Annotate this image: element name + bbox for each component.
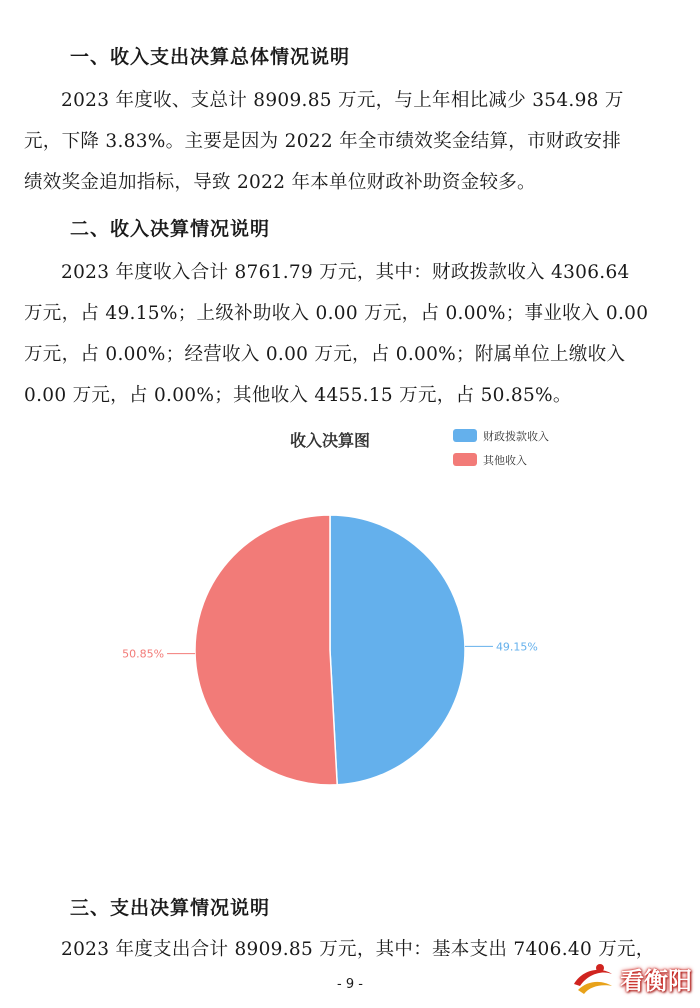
chart-legend — [453, 429, 549, 467]
page-number: - 9 - — [337, 977, 363, 992]
paragraph-line: 元，下降 3.83%。主要是因为 2022 年全市绩效奖金结算，市财政安排 — [24, 131, 622, 152]
pie-slice-fiscal-appropriation — [330, 515, 465, 785]
legend-swatch — [453, 453, 477, 466]
paragraph-line: 万元，占 49.15%；上级补助收入 0.00 万元，占 0.00%；事业收入 0.00 — [24, 303, 649, 324]
legend-label: 其他收入 — [483, 454, 527, 467]
section-1-heading: 一、收入支出决算总体情况说明 — [70, 46, 351, 68]
income-pie-chart — [0, 415, 700, 835]
section-1-body — [24, 80, 674, 203]
section-2-body — [24, 252, 674, 416]
pie-data-label: 49.15% — [495, 640, 538, 654]
paragraph-line: 2023 年度收入合计 8761.79 万元，其中：财政拨款收入 4306.64 — [61, 262, 630, 283]
watermark — [570, 960, 692, 996]
paragraph-line: 万元，占 0.00%；经营收入 0.00 万元，占 0.00%；附属单位上缴收入 — [24, 344, 626, 365]
legend-label: 财政拨款收入 — [483, 430, 549, 443]
pie-data-label: 50.85% — [122, 647, 165, 661]
chart-title: 收入决算图 — [289, 431, 371, 450]
legend-swatch — [453, 429, 477, 442]
paragraph-line: 绩效奖金追加指标，导致 2022 年本单位财政补助资金较多。 — [24, 172, 536, 193]
watermark-text: 看衡阳 — [620, 966, 692, 995]
section-2-heading: 二、收入决算情况说明 — [70, 218, 271, 240]
section-3-heading: 三、支出决算情况说明 — [70, 897, 271, 919]
paragraph-line: 0.00 万元，占 0.00%；其他收入 4455.15 万元，占 50.85%。 — [24, 385, 572, 406]
kanhengyang-logo-icon — [570, 960, 616, 996]
paragraph-line: 2023 年度收、支总计 8909.85 万元，与上年相比减少 354.98 万 — [61, 90, 624, 111]
pie-slices — [195, 515, 465, 785]
pie-slice-other-income — [195, 515, 337, 785]
paragraph-line: 2023 年度支出合计 8909.85 万元，其中：基本支出 7406.40 万元， — [61, 939, 655, 960]
